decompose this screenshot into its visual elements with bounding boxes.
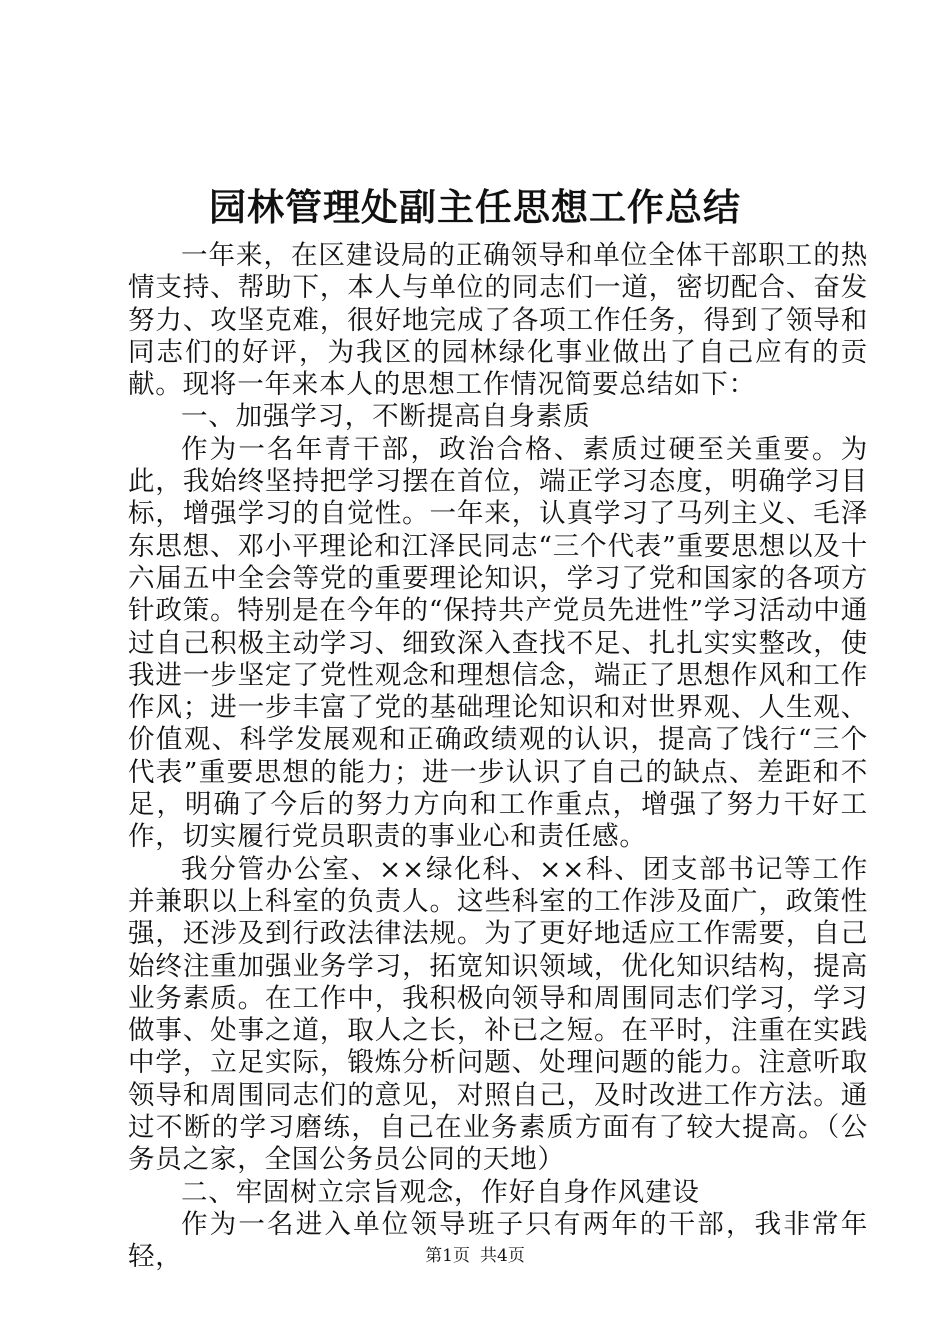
document-title: 园林管理处副主任思想工作总结 — [209, 185, 741, 229]
page-footer — [0, 1244, 950, 1268]
page-number: 第1页 — [425, 1246, 470, 1266]
paragraph-intro: 一年来，在区建设局的正确领导和单位全体干部职工的热情支持、帮助下，本人与单位的同志们一道，密切配合、奋发努力、攻坚克难，很好地完成了各项工作任务，得到了领导和同志们的好评，为我区的园林绿化事业做出了自己应有的贡献。现将一年来本人的思想工作情况简要总结如下： — [128, 240, 868, 401]
document-body — [128, 240, 868, 1274]
paragraph-study: 作为一名年青干部，政治合格、素质过硬至关重要。为此，我始终坚持把学习摆在首位，端正学习态度，明确学习目标，增强学习的自觉性。一年来，认真学习了马列主义、毛泽东思想、邓小平理论和江泽民同志“三个代表”重要思想以及十六届五中全会等党的重要理论知识，学习了党和国家的各项方针政策。特别是在今年的“保持共产党员先进性”学习活动中通过自己积极主动学习、细致深入查找不足、扎扎实实整改，使我进一步坚定了党性观念和理想信念，端正了思想作风和工作作风；进一步丰富了党的基础理论知识和对世界观、人生观、价值观、科学发展观和正确政绩观的认识，提高了饯行“三个代表”重要思想的能力；进一步认识了自己的缺点、差距和不足，明确了今后的努力方向和工作重点，增强了努力干好工作，切实履行党员职责的事业心和责任感。 — [128, 433, 868, 853]
paragraph-duties: 我分管办公室、××绿化科、××科、团支部书记等工作并兼职以上科室的负责人。这些科室的工作涉及面广，政策性强，还涉及到行政法律法规。为了更好地适应工作需要，自己始终注重加强业务学习，拓宽知识领域，优化知识结构，提高业务素质。在工作中，我积极向领导和周围同志们学习，学习做事、处事之道，取人之长，补已之短。在平时，注重在实践中学，立足实际，锻炼分析问题、处理问题的能力。注意听取领导和周围同志们的意见，对照自己，及时改进工作方法。通过不断的学习磨练，自己在业务素质方面有了较大提高。（公务员之家，全国公务员公同的天地） — [128, 853, 868, 1176]
section-heading-2: 二、牢固树立宗旨观念，作好自身作风建设 — [181, 1176, 700, 1208]
section-heading-1: 一、加强学习，不断提高自身素质 — [181, 401, 591, 433]
page-total: 共4页 — [480, 1246, 525, 1266]
paragraph-style: 作为一名进入单位领导班子只有两年的干部，我非常年轻， — [128, 1208, 868, 1273]
